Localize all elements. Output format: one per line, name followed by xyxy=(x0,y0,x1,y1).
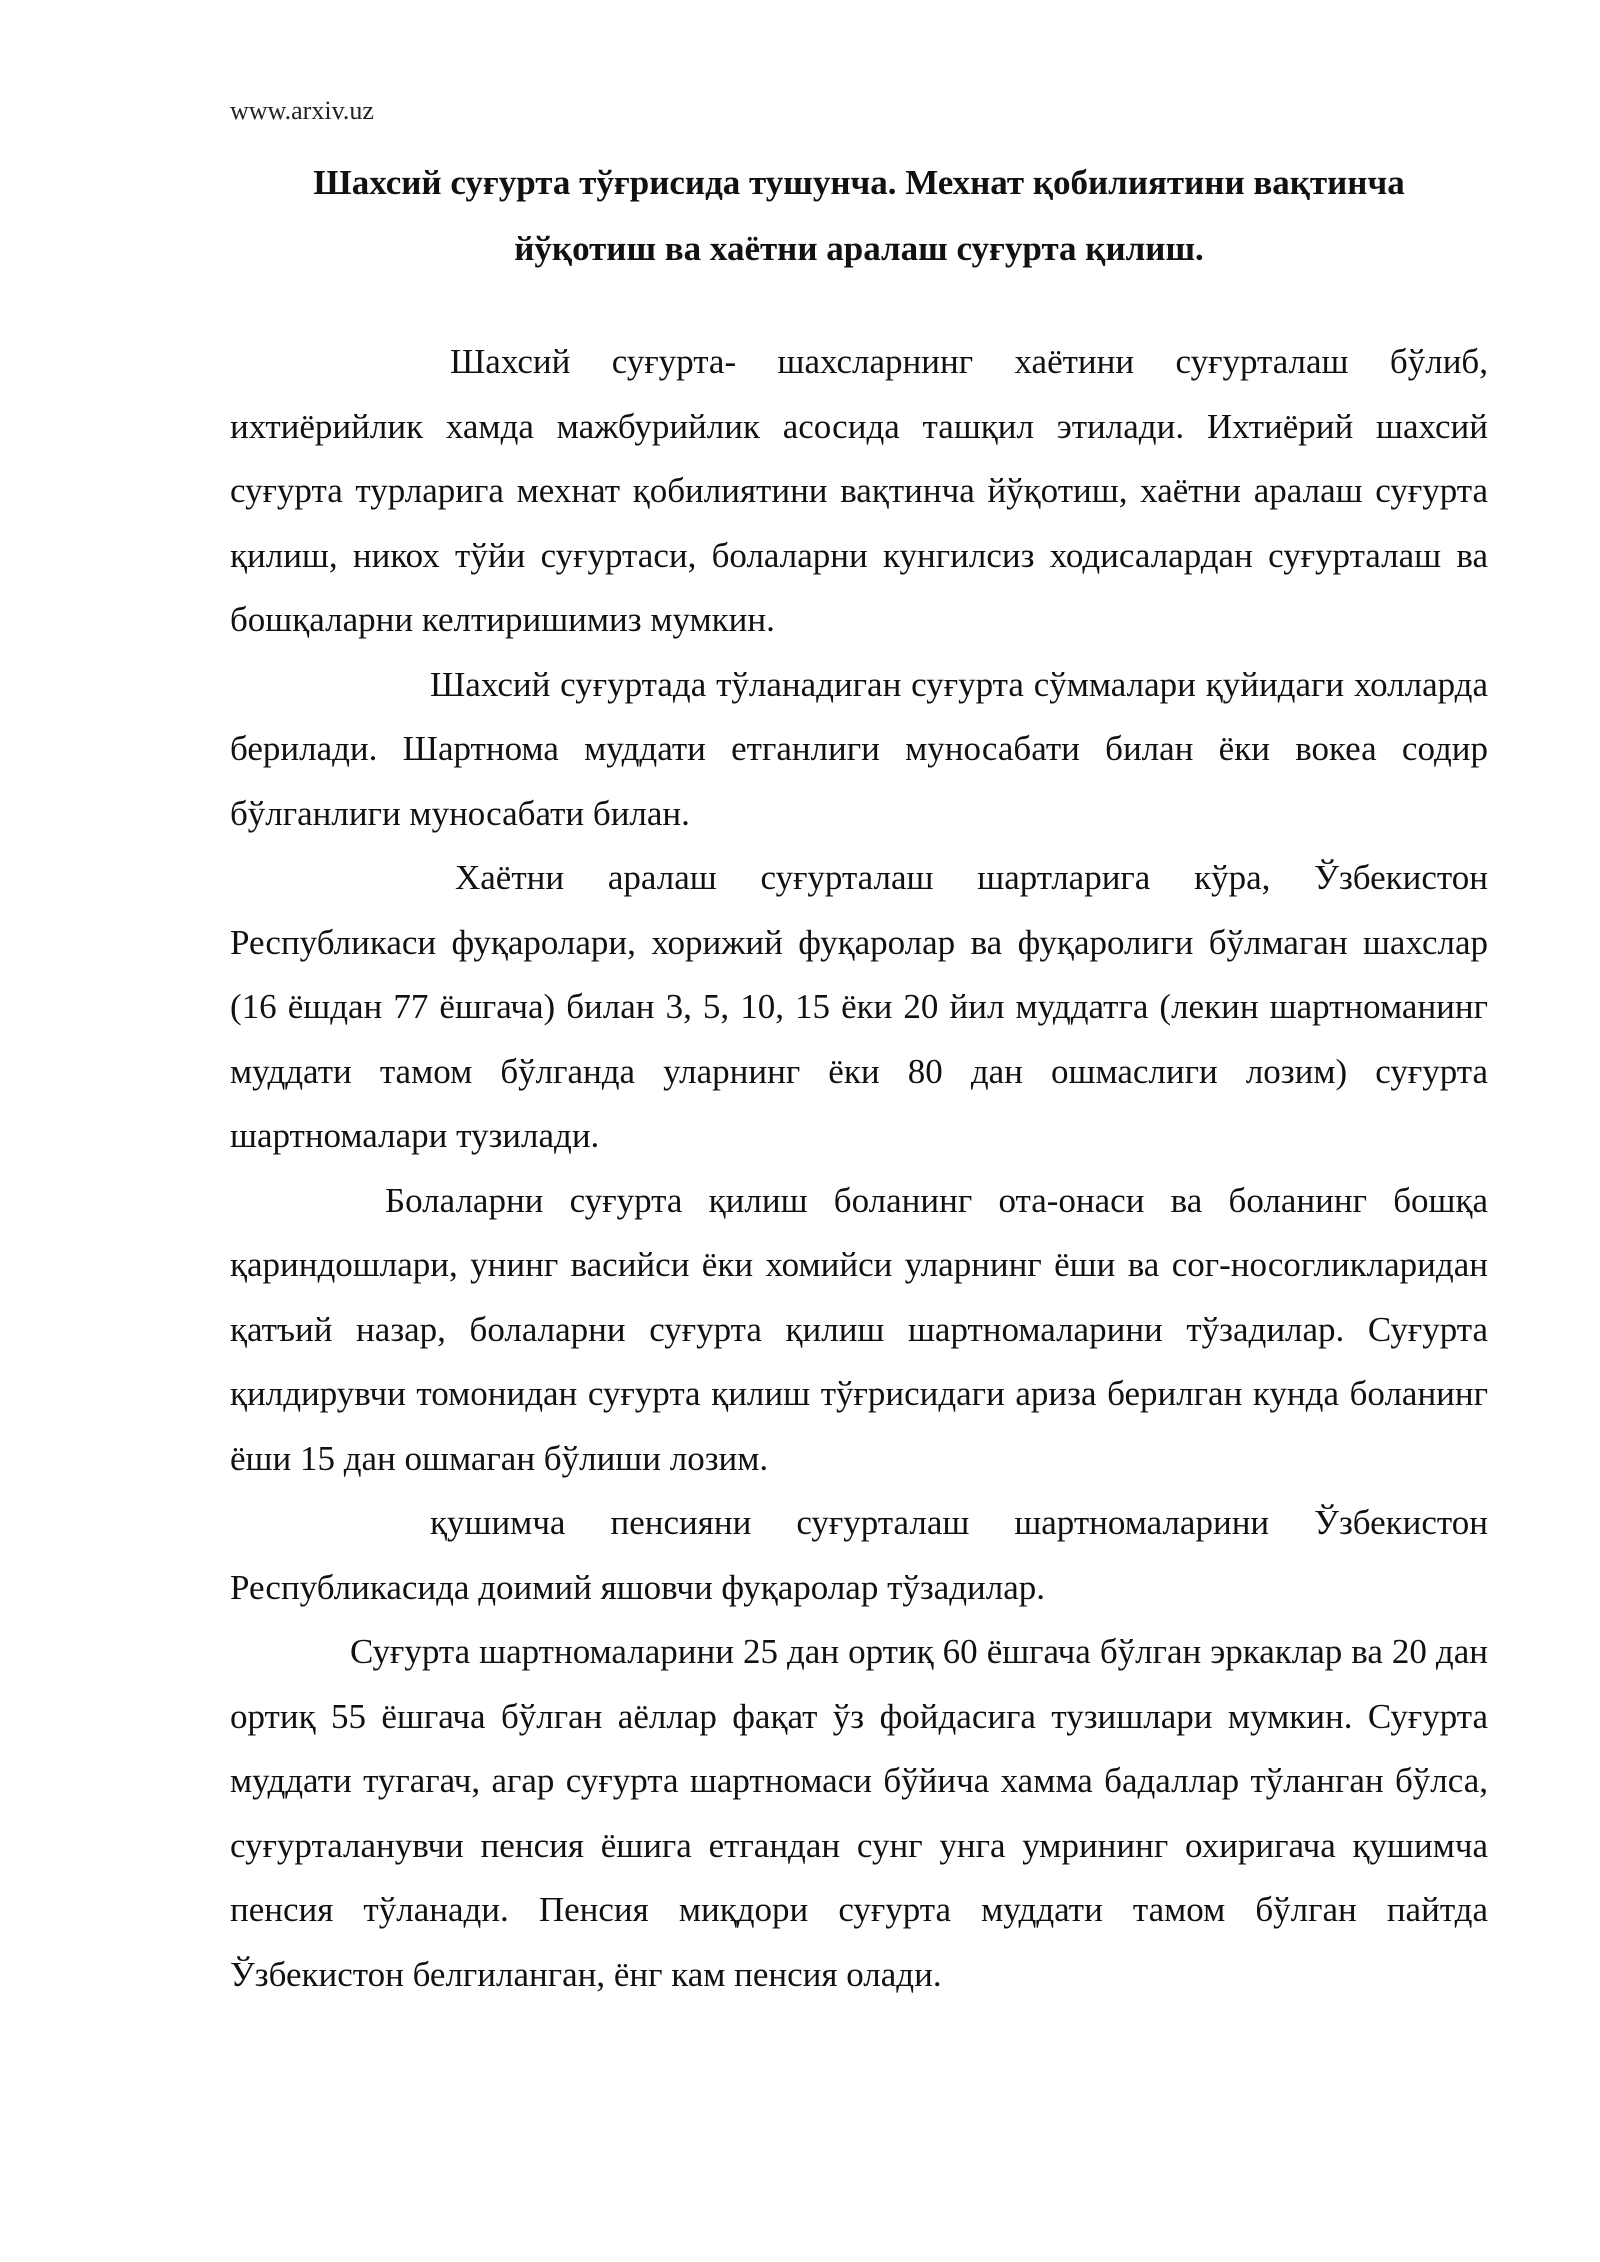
document-title-line-1: Шахсий суғурта тўғрисида тушунча. Мехнат қобилиятини вақтинча xyxy=(313,163,1405,202)
document-body xyxy=(230,330,1488,2007)
paragraph-additional-pension: қушимча пенсияни суғурталаш шартномаларини Ўзбекистон Республикасида доимий яшовчи фуқаролар тўзадилар. xyxy=(230,1503,1488,1607)
site-url-header: www.arxiv.uz xyxy=(230,96,374,125)
paragraph-insurance-payments: Шахсий суғуртада тўланадиган суғурта сўммалари қуйидаги холларда берилади. Шартнома муддати етганлиги муносабати билан ёки вокеа содир бўлганлиги муносабати билан. xyxy=(230,664,1488,833)
paragraph-personal-insurance: Шахсий суғурта- шахсларнинг хаётини суғурталаш бўлиб, ихтиёрийлик хамда мажбурийлик асосида ташқил этилади. Ихтиёрий шахсий суғурта турларига мехнат қобилиятини вақтинча йўқотиш, хаётни аралаш суғурта қилиш, никох тўйи суғуртаси, болаларни кунгилсиз ходисалардан суғурталаш ва бошқаларни келтиришимиз мумкин. xyxy=(230,342,1488,639)
document-title xyxy=(230,150,1488,282)
document-title-line-2: йўқотиш ва хаётни аралаш суғурта қилиш. xyxy=(514,229,1204,268)
paragraph-mixed-life-insurance: Хаётни аралаш суғурталаш шартларига кўра, Ўзбекистон Республикаси фуқаролари, хорижий фуқаролар ва фуқаролиги бўлмаган шахслар (16 ёшдан 77 ёшгача) билан 3, 5, 10, 15 ёки 20 йил муддатга (лекин шартноманинг муддати тамом бўлганда уларнинг ёки 80 дан ошмаслиги лозим) суғурта шартномалари тузилади. xyxy=(230,858,1488,1155)
paragraph-children-insurance: Болаларни суғурта қилиш боланинг ота-онаси ва боланинг бошқа қариндошлари, унинг васийси ёки хомийси уларнинг ёши ва сог-носогликларидан қатъий назар, болаларни суғурта қилиш шартномаларини тўзадилар. Суғурта қилдирувчи томонидан суғурта қилиш тўғрисидаги ариза берилган кунда боланинг ёши 15 дан ошмаган бўлиши лозим. xyxy=(230,1180,1488,1478)
paragraph-pension-contracts: Суғурта шартномаларини 25 дан ортиқ 60 ёшгача бўлган эркаклар ва 20 дан ортиқ 55 ёшгача бўлган аёллар фақат ўз фойдасига тузишлари мумкин. Суғурта муддати тугагач, агар суғурта шартномаси бўйича хамма бадаллар тўланган бўлса, суғурталанувчи пенсия ёшига етгандан сунг унга умрининг охиригача қушимча пенсия тўланади. Пенсия миқдори суғурта муддати тамом бўлган пайтда Ўзбекистон белгиланган, ёнг кам пенсия олади. xyxy=(230,1632,1488,1994)
